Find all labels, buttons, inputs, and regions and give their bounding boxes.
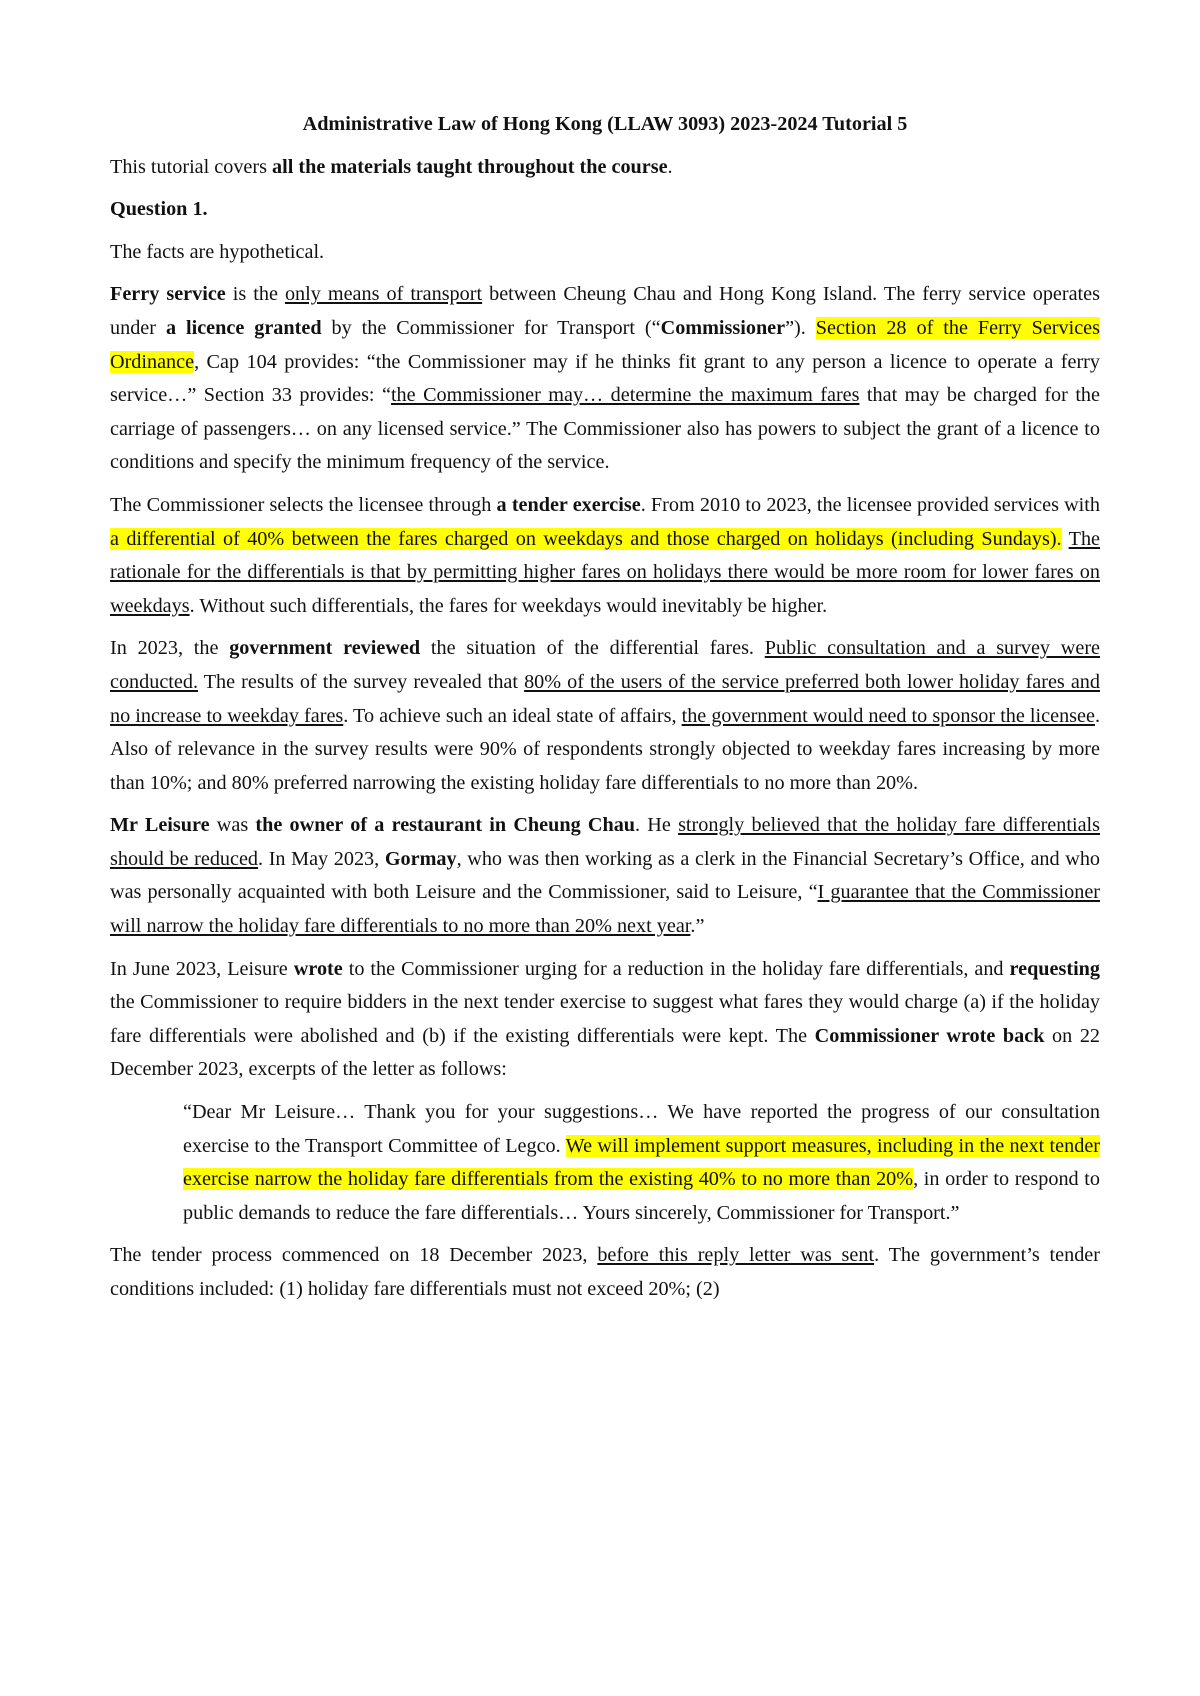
underlined-text: Public consultation and a survey were conducted. <box>110 637 1101 693</box>
text <box>1062 528 1069 550</box>
text: . To achieve such an ideal state of affairs, <box>343 704 682 727</box>
intro-text: This tutorial covers <box>110 155 273 178</box>
text: In 2023, the <box>110 637 230 660</box>
question-heading: Question 1. <box>110 198 208 221</box>
text: between Cheung Chau and Hong Kong Island. The ferry service operates under <box>110 283 1100 339</box>
text: The tender process commenced on 18 December 2023, <box>110 1244 598 1267</box>
underlined-text: 80% of the users of the service preferred both lower holiday fares and no increase to weekday fares <box>110 670 1100 727</box>
bold-text: Mr Leisure <box>110 814 210 837</box>
paragraph-mr-leisure <box>110 809 1100 943</box>
bold-text: wrote <box>293 957 343 980</box>
text: . In May 2023, <box>258 847 385 870</box>
text: . Also of relevance in the survey results were 90% of respondents strongly objected to weekday fares increasing by more than 10%; and 80% preferred narrowing the existing holiday fare differentials to no more than 20%. <box>110 704 1100 794</box>
text: . From 2010 to 2023, the licensee provided services with <box>640 493 1100 516</box>
text: . He <box>635 814 679 837</box>
text: to the Commissioner urging for a reduction in the holiday fare differentials, and <box>342 957 1010 980</box>
text: on 22 December 2023, excerpts of the letter as follows: <box>110 1024 1101 1081</box>
text: the situation of the differential fares. <box>420 637 765 660</box>
intro-bold: all the materials taught throughout the course <box>272 155 668 178</box>
highlighted-text: a differential of 40% between the fares charged on weekdays and those charged on holidays (including Sundays). <box>110 527 1062 550</box>
bold-text: government reviewed <box>229 637 421 660</box>
paragraph-tender-process <box>110 1239 1100 1306</box>
paragraph-hypothetical: The facts are hypothetical. <box>110 240 325 263</box>
text: “Dear Mr Leisure… Thank you for your suggestions… We have reported the progress of our consultation exercise to the Transport Committee of Legco. <box>183 1101 1100 1157</box>
underlined-text: I guarantee that the Commissioner will narrow the holiday fare differentials to no more than 20% next year <box>110 881 1100 938</box>
text: by the Commissioner for Transport (“ <box>321 316 661 339</box>
text: , who was then working as a clerk in the Financial Secretary’s Office, and who was personally acquainted with both Leisure and the Commissioner, said to Leisure, “ <box>110 847 1101 904</box>
text: In June 2023, Leisure <box>110 957 294 980</box>
underlined-text: strongly believed that the holiday fare differentials should be reduced <box>110 814 1101 870</box>
bold-text: the owner of a restaurant in Cheung Chau <box>255 814 636 837</box>
text: that may be charged for the carriage of passengers… on any licensed service.” The Commissioner also has powers to subject the grant of a licence to conditions and specify the minimum frequency of the service. <box>110 384 1100 474</box>
bold-text: a tender exercise <box>496 493 641 516</box>
text: The results of the survey revealed that <box>198 670 525 693</box>
highlighted-text: Section 28 of the Ferry Services Ordinance <box>110 316 1100 373</box>
bold-text: Gormay <box>384 847 457 870</box>
text: the Commissioner to require bidders in the next tender exercise to suggest what fares they would charge (a) if the holiday fare differentials were abolished and (b) if the existing differentials were kept. The <box>110 991 1100 1047</box>
text: .” <box>690 915 705 938</box>
quoted-letter <box>183 1096 1100 1230</box>
text: The Commissioner selects the licensee through <box>110 493 497 516</box>
bold-text: Ferry service <box>110 283 226 306</box>
paragraph-tender-exercise <box>110 489 1100 623</box>
underlined-text: the government would need to sponsor the licensee <box>681 704 1095 727</box>
underlined-text: the Commissioner may… determine the maximum fares <box>390 384 860 407</box>
underlined-text: only means of transport <box>284 283 483 306</box>
text: . The government’s tender conditions included: (1) holiday fare differentials must not exceed 20%; (2) <box>110 1244 1100 1300</box>
document-page <box>110 108 1100 1316</box>
text: was <box>209 814 256 837</box>
text: , in order to respond to public demands to reduce the fare differentials… Yours sincerely, Commissioner for Transport.” <box>183 1168 1100 1224</box>
intro-paragraph <box>110 151 1100 185</box>
paragraph-government-review <box>110 632 1100 800</box>
bold-text: Commissioner <box>660 316 786 339</box>
underlined-text: before this reply letter was sent <box>597 1244 875 1267</box>
text: is the <box>225 283 285 306</box>
text: . Without such differentials, the fares for weekdays would inevitably be higher. <box>189 594 828 617</box>
bold-text: a licence granted <box>165 316 322 339</box>
paragraph-letter-to-commissioner <box>110 953 1100 1087</box>
intro-text: . <box>667 155 673 178</box>
text: , Cap 104 provides: “the Commissioner may if he thinks fit grant to any person a licence to operate a ferry service…” Section 33 provides: “ <box>110 350 1100 407</box>
paragraph-ferry-service <box>110 278 1100 480</box>
text: ”). <box>785 316 816 339</box>
bold-text: Commissioner wrote back <box>814 1024 1045 1047</box>
underlined-text: The rationale for the differentials is that by permitting higher fares on holidays there would be more room for lower fares on weekdays <box>110 527 1100 617</box>
bold-text: requesting <box>1009 957 1100 980</box>
highlighted-text: We will implement support measures, including in the next tender exercise narrow the holiday fare differentials from the existing 40% to no more than 20% <box>183 1134 1100 1191</box>
page-title: Administrative Law of Hong Kong (LLAW 3093) 2023-2024 Tutorial 5 <box>302 113 908 135</box>
